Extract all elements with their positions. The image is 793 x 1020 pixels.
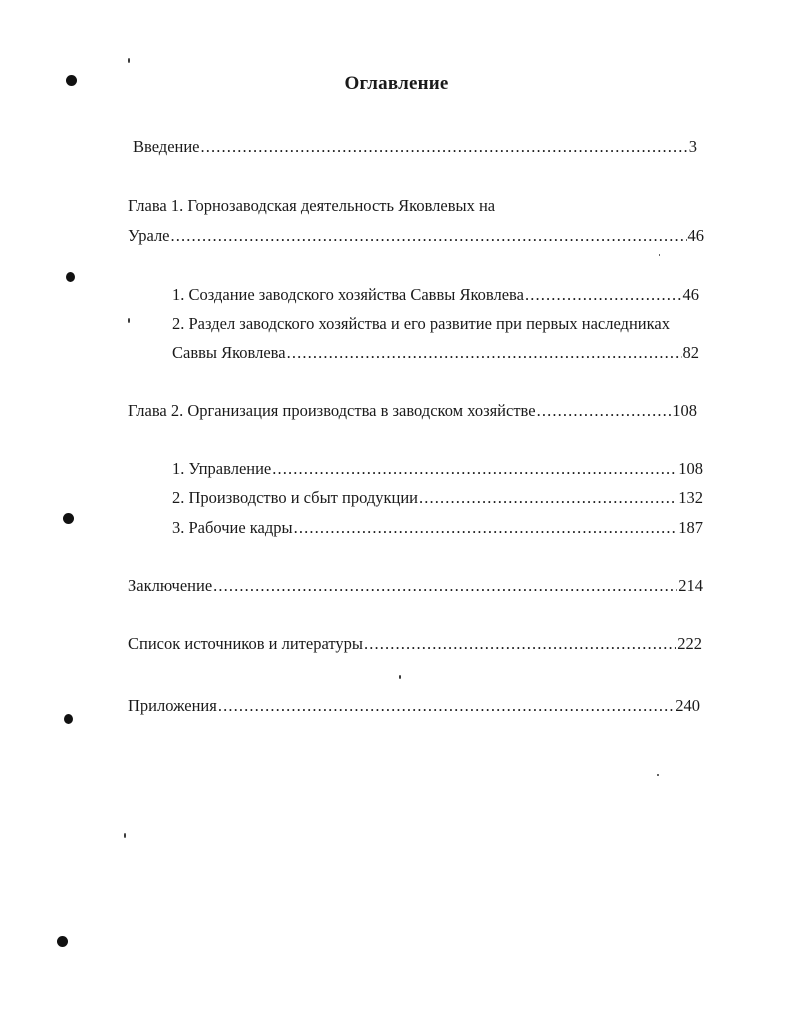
binder-hole-4 [64,714,73,724]
toc-entry-ch2-sec2[interactable] [172,488,703,508]
scan-speck [128,318,130,323]
scan-speck [399,675,401,679]
scan-speck [659,254,660,256]
binder-hole-5 [57,936,68,947]
toc-entry-chapter1[interactable] [128,226,704,246]
toc-page-number: 46 [682,285,699,304]
toc-entry-label: Глава 2. Организация производства в заводском хозяйстве [128,401,536,420]
dot-leader [213,576,677,596]
toc-page-number: 214 [678,576,703,595]
dot-leader [171,226,687,246]
toc-entry-ch2-sec3[interactable] [172,518,703,538]
toc-entry-label: Заключение [128,576,213,595]
toc-entry-label: 2. Производство и сбыт продукции [172,488,419,507]
toc-entry-label: Саввы Яковлева [172,343,286,362]
toc-ch1-sec2-line1[interactable]: 2. Раздел заводского хозяйства и его развитие при первых наследниках [172,314,670,333]
toc-entry-introduction[interactable] [133,137,697,157]
toc-page-number: 240 [675,696,700,715]
binder-hole-2 [66,272,75,282]
toc-entry-ch2-sec1[interactable] [172,459,703,479]
scan-speck [124,833,126,838]
page-title: Оглавление [344,73,449,94]
toc-page-number: 132 [678,488,703,507]
dot-leader [218,696,674,716]
dot-leader [364,634,676,654]
toc-entry-label: Введение [133,137,200,156]
toc-entry-label: Список источников и литературы [128,634,363,653]
toc-entry-conclusion[interactable] [128,576,703,596]
scan-speck [657,774,659,776]
toc-entry-label: 1. Создание заводского хозяйства Саввы Яковлева [172,285,524,304]
toc-entry-ch1-sec1[interactable] [172,285,699,305]
binder-hole-3 [63,513,74,524]
toc-page-number: 82 [682,343,699,362]
dot-leader [272,459,677,479]
scan-speck [128,58,130,63]
toc-page-number: 108 [678,459,703,478]
toc-entry-label: Урале [128,226,170,245]
toc-entry-sources[interactable] [128,634,702,654]
toc-entry-label: 1. Управление [172,459,272,478]
dot-leader [287,343,682,363]
toc-entry-label: 3. Рабочие кадры [172,518,293,537]
toc-page-number: 222 [677,634,702,653]
dot-leader [419,488,677,508]
toc-page-number: 108 [672,401,697,420]
toc-page-number: 187 [678,518,703,537]
toc-chapter1-line1[interactable]: Глава 1. Горнозаводская деятельность Яковлевых на [128,196,496,215]
toc-entry-appendices[interactable] [128,696,700,716]
dot-leader [201,137,688,157]
dot-leader [537,401,672,421]
dot-leader [525,285,682,305]
toc-page-number: 3 [688,137,697,156]
dot-leader [294,518,678,538]
toc-entry-ch1-sec2[interactable] [172,343,699,363]
toc-page-number: 46 [687,226,704,245]
toc-entry-label: Приложения [128,696,217,715]
toc-entry-chapter2[interactable] [128,401,697,421]
